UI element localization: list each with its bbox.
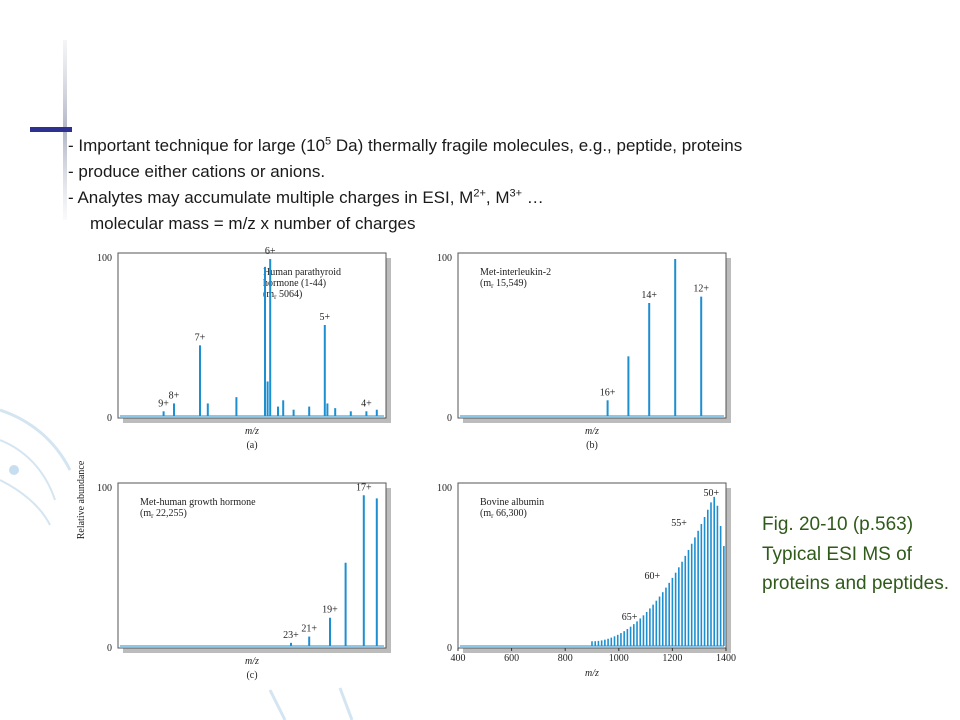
charge-state-label: 14+ (641, 289, 658, 301)
panel-label: (c) (246, 670, 258, 681)
x-axis-label: m/z (585, 668, 599, 679)
x-tick-label: 600 (504, 653, 520, 664)
bullet-2 (68, 159, 742, 185)
esi-ms-figure (60, 245, 750, 681)
panel-title-line: ($m_r$ 5064) (263, 289, 303, 301)
charge-state-label: 60+ (644, 571, 661, 583)
bullet-4 (68, 211, 742, 237)
y-tick-label: 100 (437, 253, 452, 264)
charge-state-label: 16+ (599, 387, 616, 399)
charge-state-label: 19+ (322, 604, 338, 616)
charge-state-label: 17+ (355, 482, 372, 494)
bullet-dash: - (68, 136, 79, 155)
x-tick-label: 1000 (608, 653, 629, 664)
charge-state-label: 8+ (168, 390, 180, 402)
panel-label: (b) (586, 440, 598, 451)
panel-title-line: ($m_r$ 15,549) (480, 278, 527, 290)
charge-state-label: 21+ (301, 623, 318, 635)
bullet-text: Important technique for large (10 (78, 136, 326, 155)
charge-state-label: 12+ (693, 283, 710, 295)
charge-state-label: 55+ (671, 517, 687, 529)
x-axis-label: m/z (245, 426, 259, 437)
panel-title-line: ($m_r$ 22,255) (140, 508, 187, 520)
bullet-text: Analytes may accumulate multiple charges in ESI, M (77, 188, 474, 207)
horizontal-accent-bar (30, 127, 72, 132)
bullet-1 (68, 133, 742, 159)
x-tick-label: 1400 (716, 653, 736, 664)
y-tick-label: 0 (447, 643, 452, 654)
charge-state-label: 65+ (621, 612, 638, 624)
bullet-text: , M (485, 188, 510, 207)
y-tick-label: 100 (97, 253, 112, 264)
bullet-3 (68, 185, 742, 211)
x-tick-label: 1200 (662, 653, 683, 664)
panel-label: (a) (246, 440, 258, 451)
charge-state-label: 7+ (194, 332, 206, 344)
bullet-text: Da) thermally fragile molecules, e.g., peptide, proteins (331, 136, 743, 155)
bullet-dash: - (68, 162, 79, 181)
panel-title-line: Bovine albumin (480, 497, 545, 508)
panel-title-line: ($m_r$ 66,300) (480, 508, 527, 520)
y-tick-label: 0 (107, 413, 112, 424)
y-tick-label: 100 (437, 483, 452, 494)
x-tick-label: 400 (450, 653, 466, 664)
charge-state-label: 9+ (158, 398, 169, 410)
bullet-text: produce either cations or anions. (78, 162, 326, 181)
panel-frame (118, 253, 386, 418)
x-tick-label: 800 (557, 653, 573, 664)
bullet-list (68, 133, 742, 237)
bullet-text: molecular mass = m/z x number of charges (90, 214, 416, 233)
bullet-dash: - (68, 188, 78, 207)
y-tick-label: 0 (107, 643, 112, 654)
charge-state-label: 23+ (283, 629, 299, 641)
superscript: 5 (325, 135, 332, 148)
panel-title-line: Met-interleukin-2 (480, 267, 552, 278)
x-axis-label: m/z (585, 426, 599, 437)
x-axis-label: m/z (245, 656, 259, 667)
panel-title-line: Met-human growth hormone (140, 497, 256, 508)
y-tick-label: 100 (97, 483, 112, 494)
charge-state-label: 5+ (319, 311, 331, 323)
bullet-text: … (522, 188, 544, 207)
y-tick-label: 0 (447, 413, 452, 424)
charge-state-label: 6+ (264, 246, 276, 257)
charge-state-label: 50+ (703, 487, 720, 499)
figure-caption: Fig. 20-10 (p.563) Typical ESI MS of proteins and peptides. (762, 514, 949, 594)
panel-title-line: hormone (1-44) (263, 278, 327, 289)
superscript: 2+ (473, 187, 486, 200)
panel-title-line: Human parathyroid (263, 267, 342, 278)
superscript: 3+ (509, 187, 523, 200)
charge-state-label: 4+ (361, 398, 372, 410)
y-axis-label: Relative abundance (76, 460, 87, 540)
